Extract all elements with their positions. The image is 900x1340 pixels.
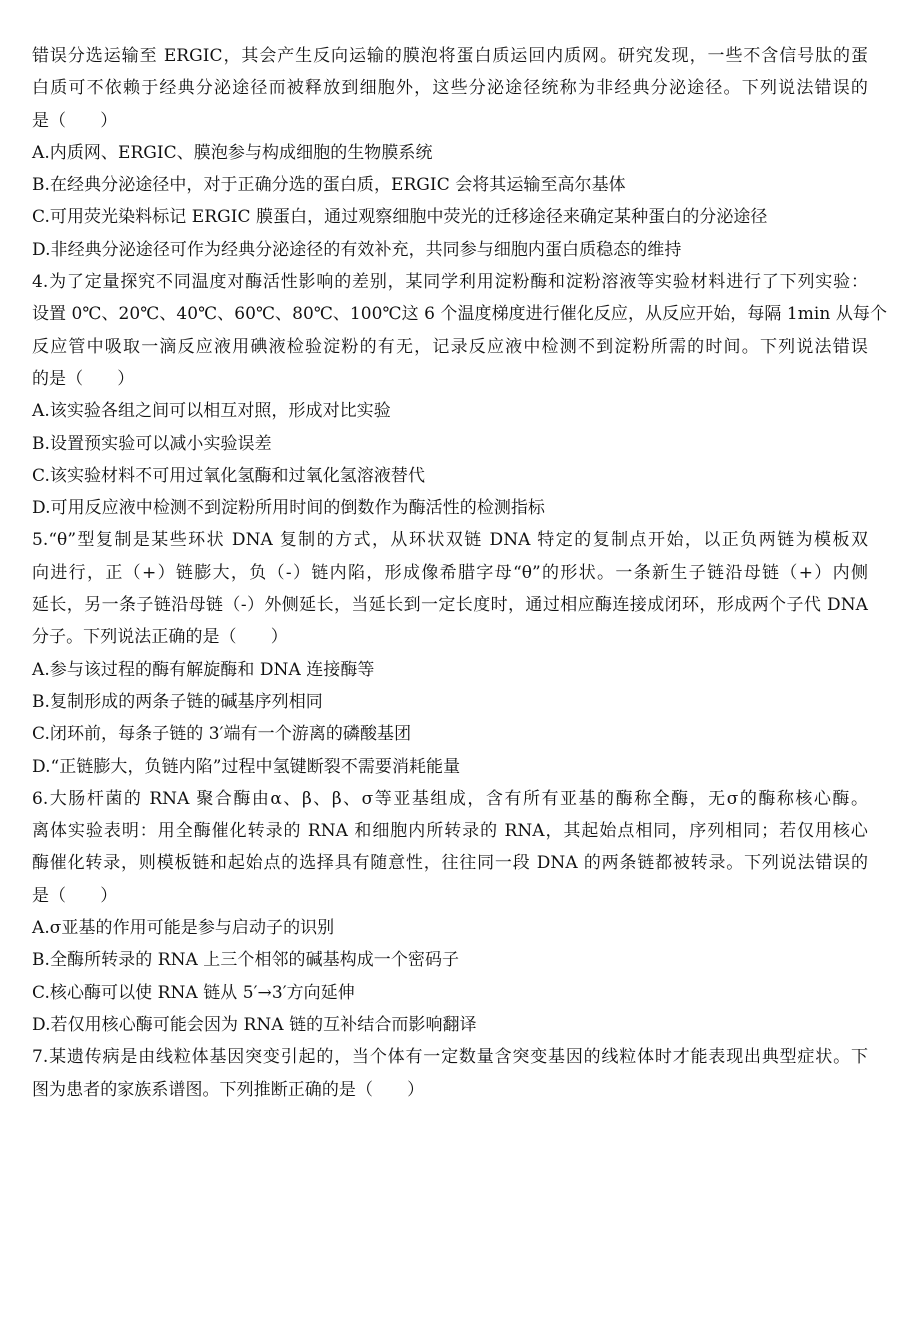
option-d: D.若仅用核心酶可能会因为 RNA 链的互补结合而影响翻译	[32, 1014, 477, 1035]
option-b: B.全酶所转录的 RNA 上三个相邻的碱基构成一个密码子	[32, 950, 460, 971]
option-c: C.闭环前，每条子链的 3′端有一个游离的磷酸基团	[32, 724, 412, 745]
question-stem-line: 6.大肠杆菌的 RNA 聚合酶由α、β、β、σ等亚基组成，含有所有亚基的酶称全酶，无σ的酶称核心酶。	[32, 788, 868, 809]
question-stem-line: 是（ ）	[32, 110, 118, 131]
question-7	[32, 1041, 868, 1106]
option-b: B.设置预实验可以减小实验误差	[32, 433, 272, 454]
question-stem-line: 反应管中吸取一滴反应液用碘液检验淀粉的有无，记录反应液中检测不到淀粉所需的时间。下列说法错误	[32, 336, 868, 357]
option-a: A.内质网、ERGIC、膜泡参与构成细胞的生物膜系统	[32, 142, 433, 163]
option-c: C.核心酶可以使 RNA 链从 5′→3′方向延伸	[32, 982, 355, 1003]
option-c: C.该实验材料不可用过氧化氢酶和过氧化氢溶液替代	[32, 465, 426, 486]
question-stem-line: 分子。下列说法正确的是（ ）	[32, 627, 288, 648]
question-stem-line: 7.某遗传病是由线粒体基因突变引起的，当个体有一定数量含突变基因的线粒体时才能表现出典型症状。下	[32, 1047, 868, 1068]
option-a: A.该实验各组之间可以相互对照，形成对比实验	[32, 401, 391, 422]
question-stem-line: 图为患者的家族系谱图。下列推断正确的是（ ）	[32, 1079, 425, 1100]
option-d: D.“正链膨大，负链内陷”过程中氢键断裂不需要消耗能量	[32, 756, 461, 777]
question-stem-line: 错误分选运输至 ERGIC，其会产生反向运输的膜泡将蛋白质运回内质网。研究发现，一些不含信号肽的蛋	[32, 46, 868, 66]
option-d: D.可用反应液中检测不到淀粉所用时间的倒数作为酶活性的检测指标	[32, 498, 545, 519]
question-3	[32, 40, 868, 266]
option-c: C.可用荧光染料标记 ERGIC 膜蛋白，通过观察细胞中荧光的迁移途径来确定某种蛋白的分泌途径	[32, 207, 768, 228]
question-stem-line: 离体实验表明：用全酶催化转录的 RNA 和细胞内所转录的 RNA，其起始点相同，序列相同；若仅用核心	[32, 821, 868, 842]
question-stem-line: 设置 0℃、20℃、40℃、60℃、80℃、100℃这 6 个温度梯度进行催化反应，从反应开始，每隔 1min 从每个	[32, 304, 887, 325]
question-5	[32, 524, 868, 782]
option-b: B.复制形成的两条子链的碱基序列相同	[32, 691, 323, 712]
option-b: B.在经典分泌途径中，对于正确分选的蛋白质，ERGIC 会将其运输至高尔基体	[32, 175, 626, 196]
question-stem-line: 白质可不依赖于经典分泌途径而被释放到细胞外，这些分泌途径统称为非经典分泌途径。下列说法错误的	[32, 78, 868, 99]
question-stem-line: 酶催化转录，则模板链和起始点的选择具有随意性，往往同一段 DNA 的两条链都被转录。下列说法错误的	[32, 853, 868, 874]
question-stem-line: 延长，另一条子链沿母链（-）外侧延长，当延长到一定长度时，通过相应酶连接成闭环，形成两个子代 DNA	[32, 595, 868, 616]
option-a: A.σ亚基的作用可能是参与启动子的识别	[32, 918, 335, 939]
question-stem-line: 向进行，正（+）链膨大，负（-）链内陷，形成像希腊字母“θ”的形状。一条新生子链沿母链（+）内侧	[32, 562, 868, 583]
option-a: A.参与该过程的酶有解旋酶和 DNA 连接酶等	[32, 659, 375, 680]
question-4	[32, 266, 887, 524]
question-stem-line: 5.“θ”型复制是某些环状 DNA 复制的方式，从环状双链 DNA 特定的复制点开始，以正负两链为模板双	[32, 530, 868, 551]
exam-page	[32, 40, 887, 1106]
question-stem-line: 是（ ）	[32, 885, 118, 906]
question-stem-line: 4.为了定量探究不同温度对酶活性影响的差别，某同学利用淀粉酶和淀粉溶液等实验材料进行了下列实验：	[32, 272, 868, 293]
question-6	[32, 783, 868, 1041]
question-stem-line: 的是（ ）	[32, 368, 135, 389]
option-d: D.非经典分泌途径可作为经典分泌途径的有效补充，共同参与细胞内蛋白质稳态的维持	[32, 239, 682, 260]
